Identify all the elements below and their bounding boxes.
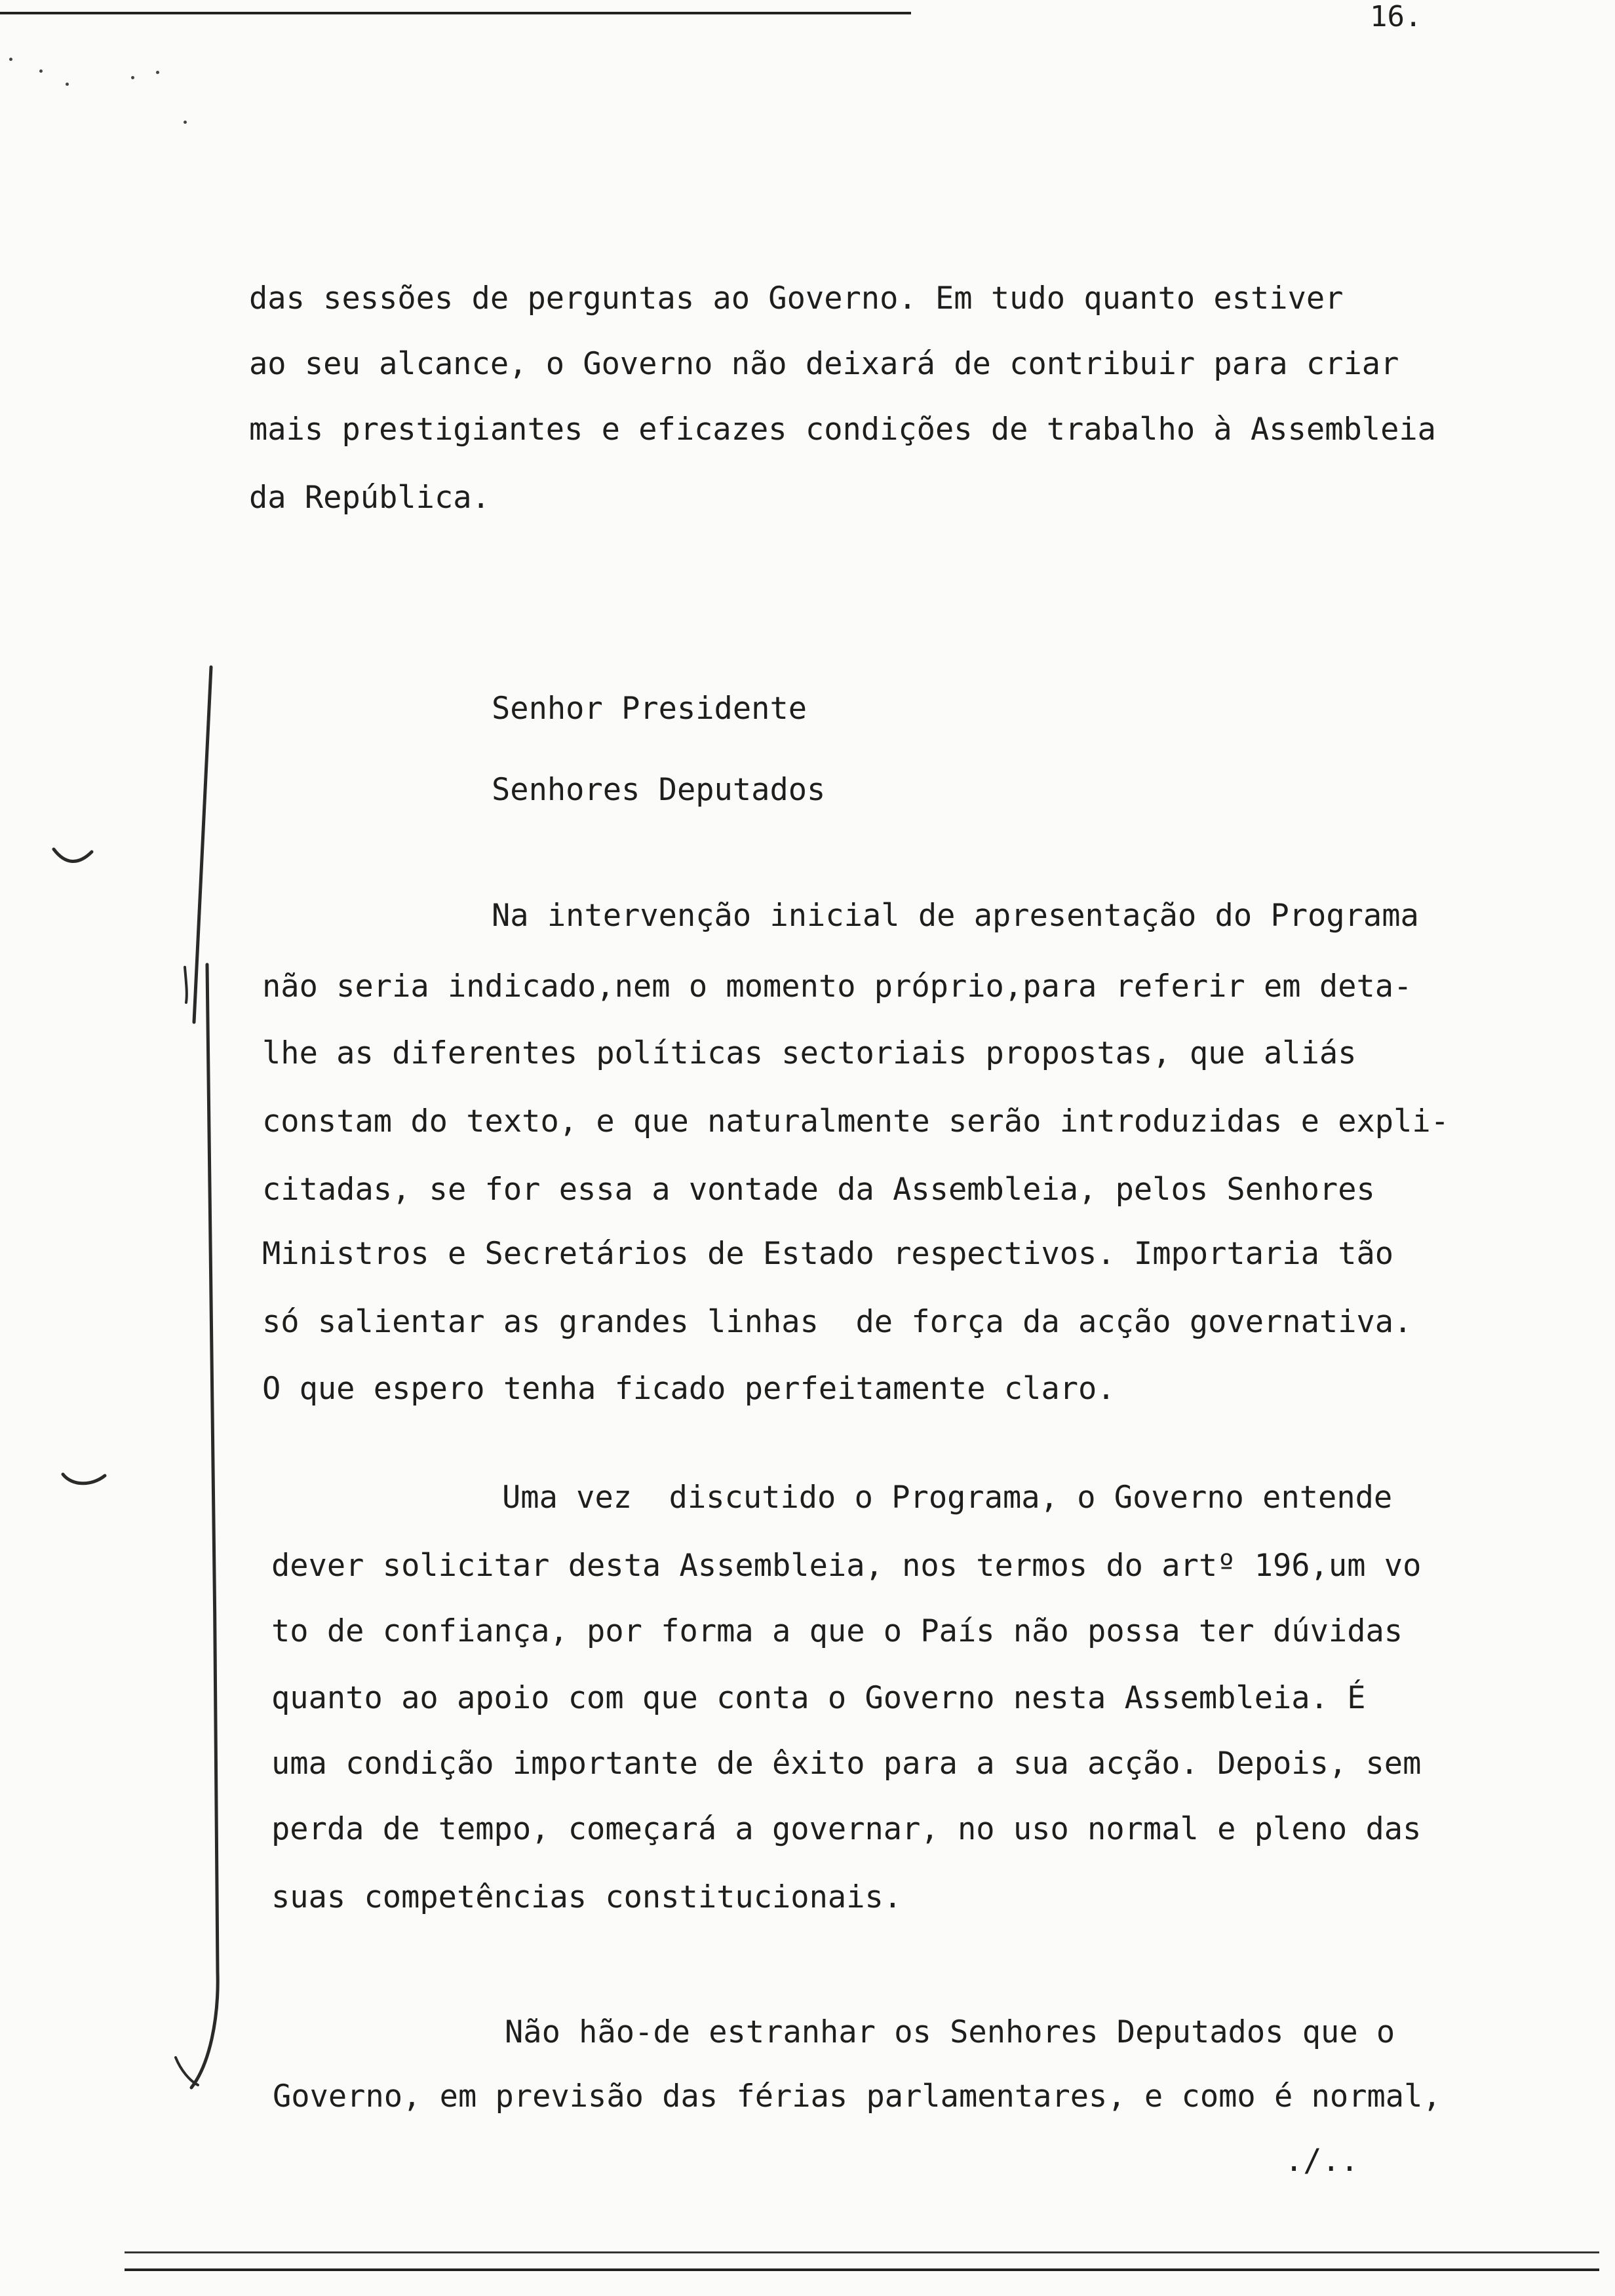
paragraph-3-line: Governo, em previsão das férias parlamentares, e como é normal,: [273, 2078, 1441, 2114]
handwritten-margin-marks: [0, 0, 275, 2296]
paragraph-1-line: lhe as diferentes políticas sectoriais propostas, que aliás: [262, 1035, 1357, 1071]
bottom-rule: [125, 2251, 1599, 2253]
paragraph-2-line: perda de tempo, começará a governar, no uso normal e pleno das: [271, 1811, 1422, 1847]
paragraph-1-line: constam do texto, e que naturalmente serão introduzidas e expli-: [262, 1103, 1449, 1139]
top-paragraph-line: das sessões de perguntas ao Governo. Em tudo quanto estiver: [249, 280, 1344, 316]
salutation-deputies: Senhores Deputados: [492, 772, 826, 808]
top-paragraph-line: mais prestigiantes e eficazes condições de trabalho à Assembleia: [249, 411, 1436, 448]
paragraph-1-line: Ministros e Secretários de Estado respectivos. Importaria tão: [262, 1236, 1394, 1272]
paragraph-2-line: uma condição importante de êxito para a sua acção. Depois, sem: [271, 1746, 1422, 1782]
salutation-president: Senhor Presidente: [492, 691, 808, 727]
paragraph-1-line: Na intervenção inicial de apresentação do Programa: [492, 898, 1419, 934]
paragraph-2-line: to de confiança, por forma a que o País não possa ter dúvidas: [271, 1613, 1403, 1649]
continuation-mark: ./..: [1285, 2143, 1359, 2179]
paragraph-1-line: não seria indicado,nem o momento próprio,para referir em deta-: [262, 968, 1412, 1004]
paragraph-2-line: dever solicitar desta Assembleia, nos termos do artº 196,um vo: [271, 1548, 1422, 1584]
paragraph-1-line: citadas, se for essa a vontade da Assembleia, pelos Senhores: [262, 1172, 1375, 1208]
paragraph-1-line: O que espero tenha ficado perfeitamente claro.: [262, 1371, 1116, 1407]
paragraph-2-line: suas competências constitucionais.: [271, 1879, 903, 1915]
paragraph-2-line: quanto ao apoio com que conta o Governo nesta Assembleia. É: [271, 1680, 1366, 1716]
top-paragraph-line: ao seu alcance, o Governo não deixará de contribuir para criar: [249, 346, 1399, 382]
paragraph-3-line: Não hão-de estranhar os Senhores Deputados que o: [505, 2014, 1395, 2050]
top-paragraph-line: da República.: [249, 480, 490, 516]
page-number: 16.: [1370, 0, 1422, 33]
paragraph-2-line: Uma vez discutido o Programa, o Governo entende: [502, 1480, 1393, 1516]
bottom-rule: [125, 2268, 1599, 2271]
paragraph-1-line: só salientar as grandes linhas de força da acção governativa.: [262, 1304, 1412, 1340]
